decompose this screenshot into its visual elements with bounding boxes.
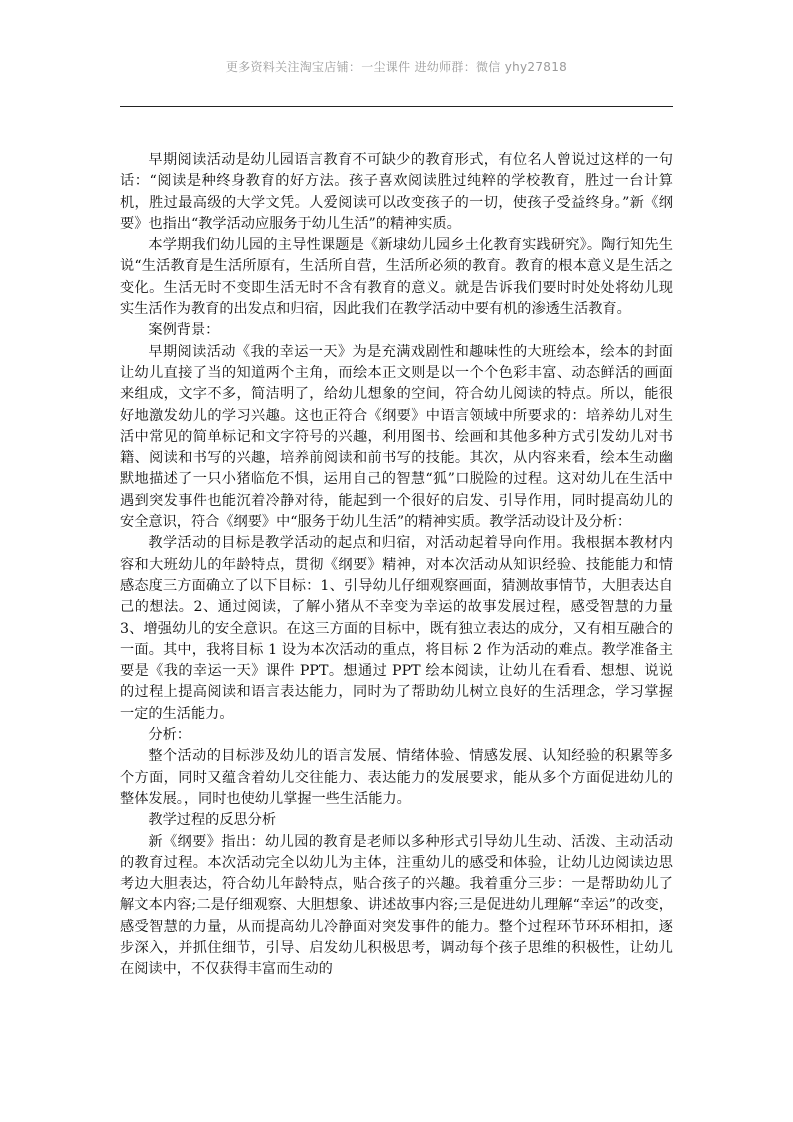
- heading-reflection: 教学过程的反思分析: [148, 812, 277, 829]
- paragraph-reflection: 新《纲要》指出：幼儿园的教育是老师以多种形式引导幼儿生动、活泼、主动活动的教育过程。本次活动完全以幼儿为主体，注重幼儿的感受和体验，让幼儿边阅读边思考边大胆表达，符合幼儿年龄特点，贴合孩子的兴趣。我着重分三步：一是帮助幼儿了解文本内容;二是仔细观察、大胆想象、讲述故事内容;三是促进幼儿理解“幸运”的改变，感受智慧的力量，从而提高幼儿冷静面对突发事件的能力。整个过程环节环环相扣，逐步深入，并抓住细节，引导、启发幼儿积极思考，调动每个孩子思维的积极性，让幼儿在阅读中，不仅获得丰富而生动的: [120, 833, 673, 978]
- paragraph-topic: 本学期我们幼儿园的主导性课题是《新埭幼儿园乡土化教育实践研究》。陶行知先生说“生活教育是生活所原有，生活所自营，生活所必须的教育。教育的根本意义是生活之变化。生活无时不变即生活无时不含有教育的意义。就是告诉我们要时时处处将幼儿现实生活作为教育的出发点和归宿，因此我们在教学活动中要有机的渗透生活教育。: [120, 237, 673, 318]
- paragraph-case-background: 早期阅读活动《我的幸运一天》为是充满戏剧性和趣味性的大班绘本，绘本的封面让幼儿直接了当的知道两个主角，而绘本正文则是以一个个色彩丰富、动态鲜活的画面来组成，文字不多，简洁明了，给幼儿想象的空间，符合幼儿阅读的特点。所以，能很好地激发幼儿的学习兴趣。这也正符合《纲要》中语言领域中所要求的：培养幼儿对生活中常见的简单标记和文字符号的兴趣，利用图书、绘画和其他多种方式引发幼儿对书籍、阅读和书写的兴趣，培养前阅读和前书写的技能。其次，从内容来看，绘本生动幽默地描述了一只小猪临危不惧，运用自己的智慧“狐”口脱险的过程。这对幼儿在生活中遇到突发事件也能沉着冷静对待，能起到一个很好的启发、引导作用，同时提高幼儿的安全意识，符合《纲要》中“服务于幼儿生活”的精神实质。教学活动设计及分析：: [120, 343, 673, 531]
- paragraph-analysis: 整个活动的目标涉及幼儿的语言发展、情绪体验、情感发展、认知经验的积累等多个方面，同时又蕴含着幼儿交往能力、表达能力的发展要求，能从多个方面促进幼儿的整体发展。，同时也使幼儿掌握一些生活能力。: [120, 748, 673, 807]
- heading-case-background: 案例背景：: [148, 322, 220, 339]
- document-body: [120, 150, 673, 981]
- paragraph-goals: 教学活动的目标是教学活动的起点和归宿，对活动起着导向作用。我根据本教材内容和大班幼儿的年龄特点，贯彻《纲要》精神，对本次活动从知识经验、技能能力和情感态度三方面确立了以下目标：1、引导幼儿仔细观察画面，猜测故事情节，大胆表达自己的想法。2、通过阅读，了解小猪从不幸变为幸运的故事发展过程，感受智慧的力量 3、增强幼儿的安全意识。在这三方面的目标中，既有独立表达的成分，又有相互融合的一面。其中，我将目标 1 设为本次活动的重点，将目标 2 作为活动的难点。教学准备主要是《我的幸运一天》课件 PPT。想通过 PPT 绘本阅读，让幼儿在看看、想想、说说的过程上提高阅读和语言表达能力，同时为了帮助幼儿树立良好的生活理念，学习掌握一定的生活能力。: [120, 535, 673, 722]
- page-header: 更多资料关注淘宝店铺：一尘课件 进幼师群：微信 yhy27818: [225, 60, 568, 74]
- header-divider: [120, 106, 673, 107]
- heading-analysis: 分析：: [148, 727, 191, 744]
- paragraph-intro: 早期阅读活动是幼儿园语言教育不可缺少的教育形式，有位名人曾说过这样的一句话：“阅读是种终身教育的好方法。孩子喜欢阅读胜过纯粹的学校教育，胜过一台计算机，胜过最高级的大学文凭。人爱阅读可以改变孩子的一切，使孩子受益终身。”新《纲要》也指出“教学活动应服务于幼儿生活”的精神实质。: [120, 152, 673, 232]
